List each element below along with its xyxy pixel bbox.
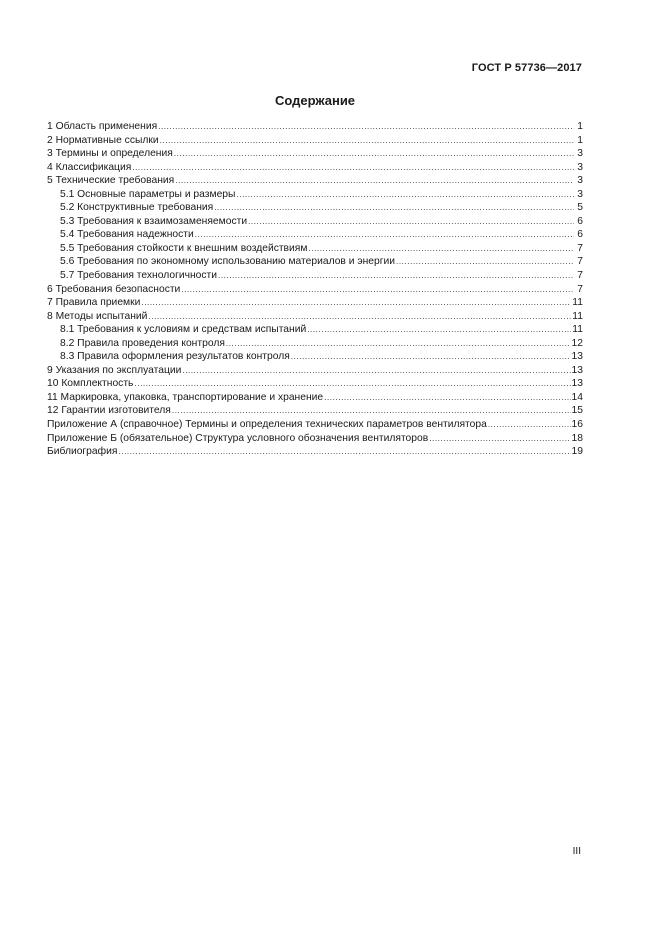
toc-entry[interactable] bbox=[47, 310, 583, 324]
toc-leader bbox=[175, 174, 574, 188]
page-number: III bbox=[572, 846, 581, 857]
toc-entry-page: 6 bbox=[577, 215, 583, 227]
toc-entry-text: 5.3 Требования к взаимозаменяемости bbox=[60, 215, 248, 227]
toc-entry-page: 15 bbox=[571, 405, 583, 417]
toc-leader bbox=[160, 134, 574, 148]
toc-entry-text: 7 Правила приемки bbox=[47, 297, 141, 309]
toc-leader bbox=[218, 269, 574, 283]
toc-entry-text: 5.2 Конструктивные требования bbox=[60, 202, 214, 214]
toc-entry-page: 1 bbox=[577, 121, 583, 132]
toc-entry-text: 5 Технические требования bbox=[47, 175, 175, 187]
toc-entry-page: 7 bbox=[577, 283, 583, 295]
toc-entry-page: 13 bbox=[571, 378, 583, 390]
toc-entry-text: 12 Гарантии изготовителя bbox=[47, 405, 171, 417]
toc-entry[interactable] bbox=[47, 364, 583, 378]
toc-entry[interactable] bbox=[47, 174, 583, 188]
toc-entry[interactable] bbox=[47, 161, 583, 175]
toc-leader bbox=[248, 215, 574, 229]
toc-leader bbox=[308, 242, 574, 256]
toc-entry-page: 1 bbox=[577, 134, 583, 146]
toc-entry[interactable] bbox=[47, 404, 583, 418]
toc-leader bbox=[148, 310, 571, 324]
toc-leader bbox=[182, 364, 570, 378]
toc-leader bbox=[429, 432, 570, 446]
toc-entry[interactable] bbox=[47, 296, 583, 310]
toc-subentry[interactable] bbox=[47, 350, 583, 364]
toc-entry-text: 5.5 Требования стойкости к внешним воздействиям bbox=[60, 242, 308, 254]
toc-leader bbox=[236, 188, 574, 202]
toc-entry-text: 4 Классификация bbox=[47, 161, 132, 173]
toc-entry[interactable] bbox=[47, 432, 583, 446]
toc-entry-text: Приложение Б (обязательное) Структура условного обозначения вентиляторов bbox=[47, 432, 429, 444]
toc-entry-text: 10 Комплектность bbox=[47, 378, 134, 390]
toc-leader bbox=[118, 445, 570, 459]
toc-entry[interactable] bbox=[47, 147, 583, 161]
toc-leader bbox=[226, 337, 571, 351]
toc-entry-text: 8 Методы испытаний bbox=[47, 310, 148, 322]
table-of-contents bbox=[47, 120, 583, 459]
toc-leader bbox=[181, 283, 574, 297]
toc-entry-page: 19 bbox=[571, 446, 583, 458]
toc-entry-page: 3 bbox=[577, 175, 583, 187]
toc-entry[interactable] bbox=[47, 445, 583, 459]
toc-leader bbox=[174, 147, 574, 161]
document-code: ГОСТ Р 57736—2017 bbox=[471, 62, 582, 74]
toc-entry-page: 3 bbox=[577, 148, 583, 160]
toc-entry[interactable] bbox=[47, 120, 583, 134]
toc-entry-text: 5.4 Требования надежности bbox=[60, 229, 194, 241]
toc-entry-text: 6 Требования безопасности bbox=[47, 283, 181, 295]
toc-entry[interactable] bbox=[47, 377, 583, 391]
toc-entry-text: 3 Термины и определения bbox=[47, 148, 173, 160]
toc-leader bbox=[488, 418, 571, 432]
toc-leader bbox=[307, 323, 571, 337]
toc-leader bbox=[214, 201, 574, 215]
toc-entry-page: 13 bbox=[571, 351, 583, 363]
toc-subentry[interactable] bbox=[47, 188, 583, 202]
toc-subentry[interactable] bbox=[47, 215, 583, 229]
toc-title: Содержание bbox=[274, 93, 356, 108]
toc-entry-text: 5.6 Требования по экономному использованию материалов и энергии bbox=[60, 256, 396, 268]
toc-leader bbox=[195, 228, 574, 242]
toc-subentry[interactable] bbox=[47, 228, 583, 242]
toc-leader bbox=[172, 404, 571, 418]
toc-entry-page: 11 bbox=[572, 324, 583, 336]
toc-leader bbox=[291, 350, 571, 364]
toc-subentry[interactable] bbox=[47, 201, 583, 215]
toc-entry-page: 5 bbox=[577, 202, 583, 214]
toc-entry-text: 5.7 Требования технологичности bbox=[60, 270, 217, 282]
toc-entry[interactable] bbox=[47, 391, 583, 405]
toc-subentry[interactable] bbox=[47, 242, 583, 256]
toc-entry-page: 7 bbox=[577, 256, 583, 268]
toc-entry-page: 6 bbox=[577, 229, 583, 241]
toc-entry-text: Библиография bbox=[47, 446, 118, 458]
toc-subentry[interactable] bbox=[47, 337, 583, 351]
toc-entry-text: 8.3 Правила оформления результатов контроля bbox=[60, 351, 290, 363]
toc-leader bbox=[324, 391, 570, 405]
toc-entry-page: 14 bbox=[571, 391, 583, 403]
toc-entry-page: 16 bbox=[571, 419, 583, 431]
toc-leader bbox=[141, 296, 571, 310]
toc-entry-text: 8.2 Правила проведения контроля bbox=[60, 337, 225, 349]
toc-leader bbox=[158, 120, 574, 134]
toc-leader bbox=[132, 161, 574, 175]
toc-entry-page: 18 bbox=[571, 432, 583, 444]
toc-entry-page: 7 bbox=[577, 242, 583, 254]
toc-entry[interactable] bbox=[47, 418, 583, 432]
toc-entry-page: 12 bbox=[571, 337, 583, 349]
toc-subentry[interactable] bbox=[47, 269, 583, 283]
toc-entry-text: 1 Область применения bbox=[47, 121, 158, 132]
toc-entry-text: 8.1 Требования к условиям и средствам испытаний bbox=[60, 324, 307, 336]
toc-entry-text: Приложение А (справочное) Термины и определения технических параметров вентилятора bbox=[47, 419, 487, 431]
toc-entry-text: 9 Указания по эксплуатации bbox=[47, 364, 182, 376]
toc-entry-text: 2 Нормативные ссылки bbox=[47, 134, 159, 146]
toc-entry[interactable] bbox=[47, 134, 583, 148]
toc-entry-page: 3 bbox=[577, 161, 583, 173]
toc-leader bbox=[396, 255, 574, 269]
toc-entry-page: 11 bbox=[572, 310, 583, 322]
toc-entry[interactable] bbox=[47, 283, 583, 297]
toc-subentry[interactable] bbox=[47, 323, 583, 337]
toc-entry-page: 13 bbox=[571, 364, 583, 376]
toc-entry-page: 7 bbox=[577, 270, 583, 282]
toc-entry-text: 11 Маркировка, упаковка, транспортирование и хранение bbox=[47, 391, 324, 403]
toc-leader bbox=[134, 377, 570, 391]
toc-subentry[interactable] bbox=[47, 255, 583, 269]
toc-entry-page: 3 bbox=[577, 188, 583, 200]
toc-entry-text: 5.1 Основные параметры и размеры bbox=[60, 188, 236, 200]
toc-entry-page: 11 bbox=[572, 297, 583, 309]
